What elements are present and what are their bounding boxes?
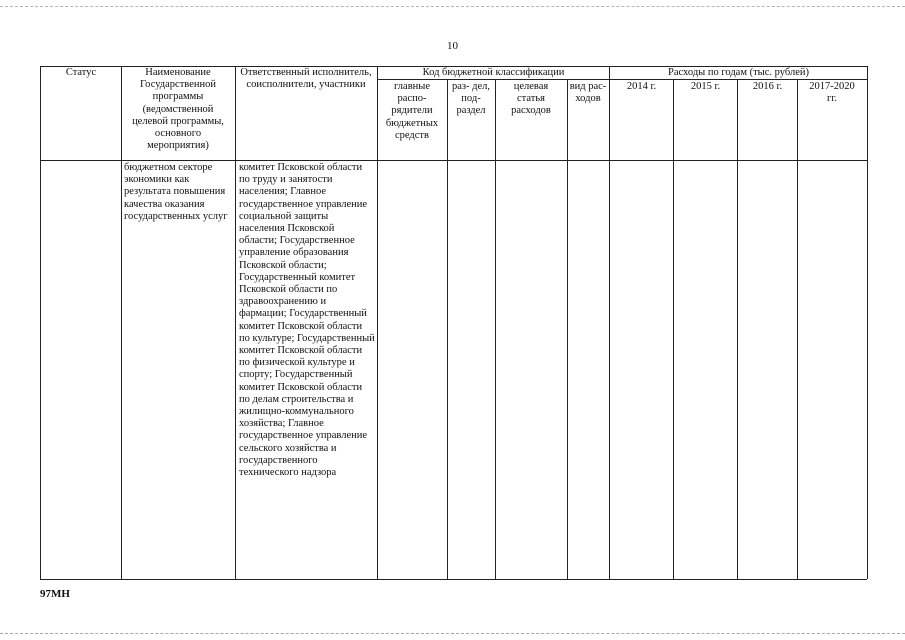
header-year-2015: 2015 г. [690,81,721,92]
col-rule-3 [377,66,378,579]
scan-edge-bottom [0,633,905,634]
col-rule-8 [673,79,674,579]
header-main-admin: главные распо- рядители бюджетных средств [385,81,439,141]
header-year-2014: 2014 г. [626,81,657,92]
page-number: 10 [447,40,458,52]
col-rule-9 [737,79,738,579]
row-responsible: комитет Псковской области по труду и занятости населения; Главное государственное управление социальной защиты населения Псковской области; Государственное управление образования Псковской области; Государственный комитет Псковской области по здравоохранению и фармации; Государственный комитет Псковской области по культуре; Государственный комитет Псковской области по физической культуре и спорту; Государственный комитет Псковской области по делам строительства и жилищно-коммунального хозяйства; Главное государственное управление сельского хозяйства и государственного технического надзора [239,162,375,479]
header-bottom-rule [40,160,867,161]
col-rule-left [40,66,41,579]
header-expenses-group: Расходы по годам (тыс. рублей) [668,67,809,78]
header-status: Статус [65,67,97,78]
col-rule-6 [567,79,568,579]
header-year-2017-2020: 2017-2020 гг. [809,81,855,105]
col-rule-5 [495,79,496,579]
row-name: бюджетном секторе экономики как результата повышения качества оказания государственных услуг [124,162,228,222]
header-budget-code-group: Код бюджетной классификации [422,67,565,78]
col-rule-10 [797,79,798,579]
header-expense-type: вид рас- ходов [569,81,607,105]
header-responsible: Ответственный исполнитель, соисполнители, участники [240,67,372,91]
header-target-item: целевая статья расходов [511,81,551,117]
col-rule-7 [609,66,610,579]
table-border-bottom [40,579,867,580]
col-rule-1 [121,66,122,579]
col-rule-right [867,66,868,579]
col-rule-4 [447,79,448,579]
header-year-2016: 2016 г. [752,81,783,92]
col-rule-2 [235,66,236,579]
header-name: Наименование Государственной программы (ведомственной целевой программы, основного мероприятия) [132,67,224,152]
scan-edge-top [0,6,905,7]
footer-document-code: 97МН [40,588,70,600]
header-section: раз- дел, под- раздел [451,81,491,117]
